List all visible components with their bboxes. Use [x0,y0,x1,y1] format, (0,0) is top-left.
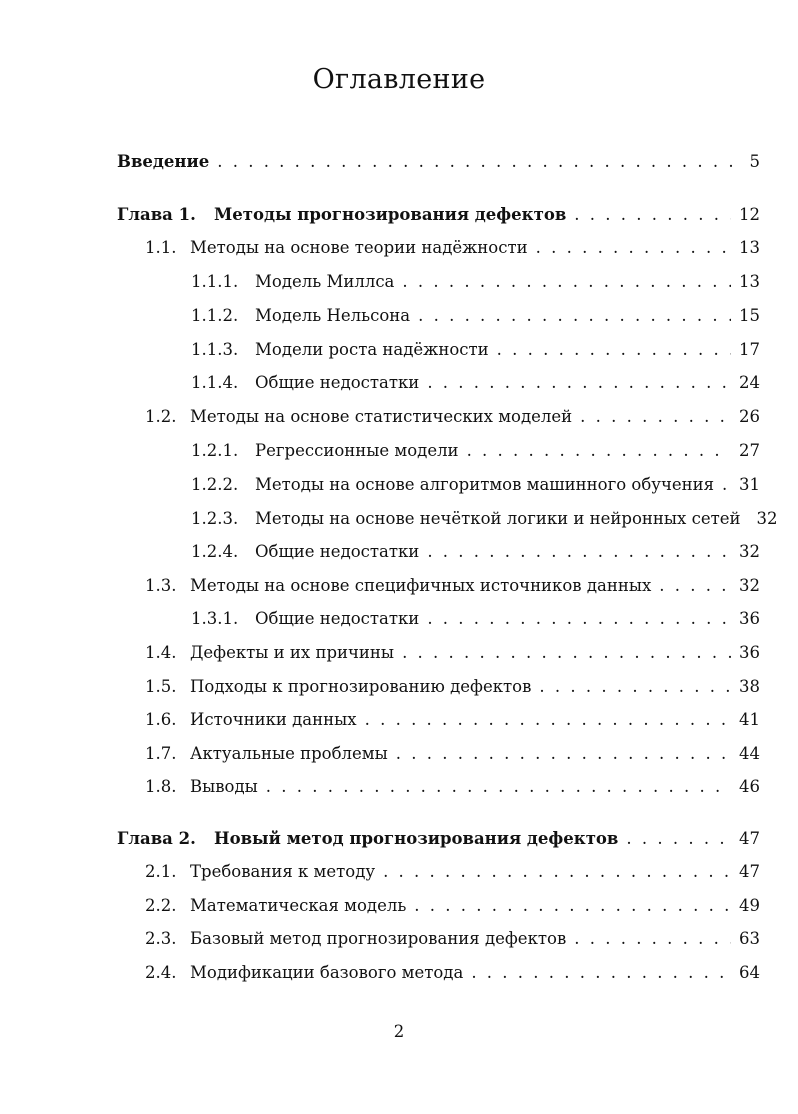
toc-entry-label: Базовый метод прогнозирования дефектов [190,929,567,948]
toc-subsection-entry[interactable] [191,373,760,397]
toc-entry-page: 17 [739,340,760,359]
toc-section-entry[interactable] [145,862,760,886]
toc-leader-dots [383,862,731,881]
toc-entry-label: Актуальные проблемы [190,744,388,763]
toc-leader-dots [414,896,731,915]
toc-entry-label: Методы на основе нечёткой логики и нейронных сетей [255,509,741,528]
toc-entry-number: 1.2. [145,407,177,426]
toc-entry-page: 13 [739,238,760,257]
toc-chapter-entry[interactable] [117,829,760,853]
toc-entry-number: 1.1.1. [191,272,239,291]
toc-entry-number: 1.1. [145,238,177,257]
toc-section-entry[interactable] [145,677,760,701]
toc-entry-label: Методы прогнозирования дефектов [214,205,567,224]
toc-entry-label: Подходы к прогнозированию дефектов [190,677,532,696]
toc-entry-label: Модификации базового метода [190,963,464,982]
toc-entry-number: 2.3. [145,929,177,948]
toc-section-entry[interactable] [145,744,760,768]
toc-entry-number: 1.8. [145,777,177,796]
toc-section-entry[interactable] [145,407,760,431]
toc-section-entry[interactable] [145,710,760,734]
toc-entry-number: 2.2. [145,896,177,915]
toc-entry-page: 36 [739,643,760,662]
toc-section-entry[interactable] [145,777,760,801]
toc-entry-number: 1.3.1. [191,609,239,628]
toc-entry-label: Методы на основе статистических моделей [190,407,573,426]
toc-entry-number: 1.6. [145,710,177,729]
toc-entry-number: 1.1.3. [191,340,239,359]
toc-entry-label: Дефекты и их причины [190,643,395,662]
toc-leader-dots [722,475,731,494]
toc-subsection-entry[interactable] [191,441,760,465]
toc-entry-label: Методы на основе алгоритмов машинного обучения [255,475,715,494]
toc-entry-page: 46 [739,777,760,796]
toc-leader-dots [266,777,731,796]
toc-entry-label: Регрессионные модели [255,441,459,460]
toc-entry-number: 1.2.4. [191,542,239,561]
toc-leader-dots [365,710,731,729]
toc-leader-dots [427,373,731,392]
toc-entry-page: 27 [739,441,760,460]
toc-entry-page: 12 [739,205,760,224]
toc-leader-dots [539,677,731,696]
toc-entry-page: 41 [739,710,760,729]
toc-leader-dots [659,576,731,595]
toc-entry-label: Математическая модель [190,896,407,915]
toc-entry-label: Новый метод прогнозирования дефектов [214,829,619,848]
toc-subsection-entry[interactable] [191,272,760,296]
toc-entry-page: 13 [739,272,760,291]
toc-entry-number: 1.5. [145,677,177,696]
toc-chapter-entry[interactable] [117,152,760,176]
toc-section-entry[interactable] [145,238,760,262]
toc-entry-page: 47 [739,862,760,881]
toc-entry-number: Глава 1. [117,205,196,224]
page-title: Оглавление [312,64,486,95]
toc-entry-number: 1.1.4. [191,373,239,392]
toc-entry-label: Введение [117,152,210,171]
toc-leader-dots [467,441,731,460]
toc-entry-page: 26 [739,407,760,426]
toc-entry-label: Модель Нельсона [255,306,411,325]
toc-leader-dots [580,407,731,426]
toc-subsection-entry[interactable] [191,340,760,364]
toc-entry-label: Методы на основе теории надёжности [190,238,528,257]
toc-entry-label: Общие недостатки [255,542,420,561]
toc-entry-label: Общие недостатки [255,609,420,628]
toc-leader-dots [536,238,731,257]
toc-entry-number: 1.4. [145,643,177,662]
page-number: 2 [393,1022,405,1041]
toc-entry-number: 1.2.2. [191,475,239,494]
toc-entry-number: Глава 2. [117,829,196,848]
toc-section-entry[interactable] [145,929,760,953]
toc-entry-page: 32 [739,576,760,595]
toc-entry-page: 31 [739,475,760,494]
toc-entry-page: 5 [749,152,760,171]
toc-entry-page: 64 [739,963,760,982]
toc-section-entry[interactable] [145,896,760,920]
toc-entry-page: 36 [739,609,760,628]
toc-entry-label: Модель Миллса [255,272,395,291]
toc-entry-number: 1.2.1. [191,441,239,460]
toc-entry-number: 1.1.2. [191,306,239,325]
toc-entry-label: Требования к методу [190,862,376,881]
toc-subsection-entry[interactable] [191,306,760,330]
toc-entry-page: 15 [739,306,760,325]
toc-leader-dots [217,152,732,171]
toc-leader-dots [396,744,731,763]
toc-leader-dots [418,306,731,325]
toc-subsection-entry[interactable] [191,542,760,566]
toc-subsection-entry[interactable] [191,609,760,633]
toc-section-entry[interactable] [145,643,760,667]
toc-entry-label: Методы на основе специфичных источников данных [190,576,652,595]
toc-entry-number: 1.2.3. [191,509,239,528]
toc-leader-dots [402,643,731,662]
toc-leader-dots [626,829,731,848]
toc-entry-label: Общие недостатки [255,373,420,392]
toc-entry-label: Источники данных [190,710,357,729]
toc-section-entry[interactable] [145,963,760,987]
toc-entry-page: 47 [739,829,760,848]
toc-leader-dots [574,929,731,948]
toc-leader-dots [471,963,731,982]
toc-entry-number: 2.4. [145,963,177,982]
toc-entry-page: 24 [739,373,760,392]
toc-entry-page: 38 [739,677,760,696]
toc-entry-page: 63 [739,929,760,948]
toc-subsection-entry[interactable] [191,509,778,533]
toc-leader-dots [427,542,731,561]
toc-leader-dots [497,340,731,359]
toc-leader-dots [427,609,731,628]
toc-entry-page: 49 [739,896,760,915]
toc-entry-page: 32 [739,542,760,561]
toc-leader-dots [574,205,731,224]
toc-entry-label: Выводы [190,777,258,796]
toc-entry-number: 2.1. [145,862,177,881]
toc-subsection-entry[interactable] [191,475,760,499]
toc-entry-page: 32 [756,509,778,528]
toc-entry-page: 44 [739,744,760,763]
toc-chapter-entry[interactable] [117,205,760,229]
toc-leader-dots [402,272,731,291]
toc-section-entry[interactable] [145,576,760,600]
toc-entry-label: Модели роста надёжности [255,340,489,359]
toc-entry-number: 1.7. [145,744,177,763]
toc-entry-number: 1.3. [145,576,177,595]
